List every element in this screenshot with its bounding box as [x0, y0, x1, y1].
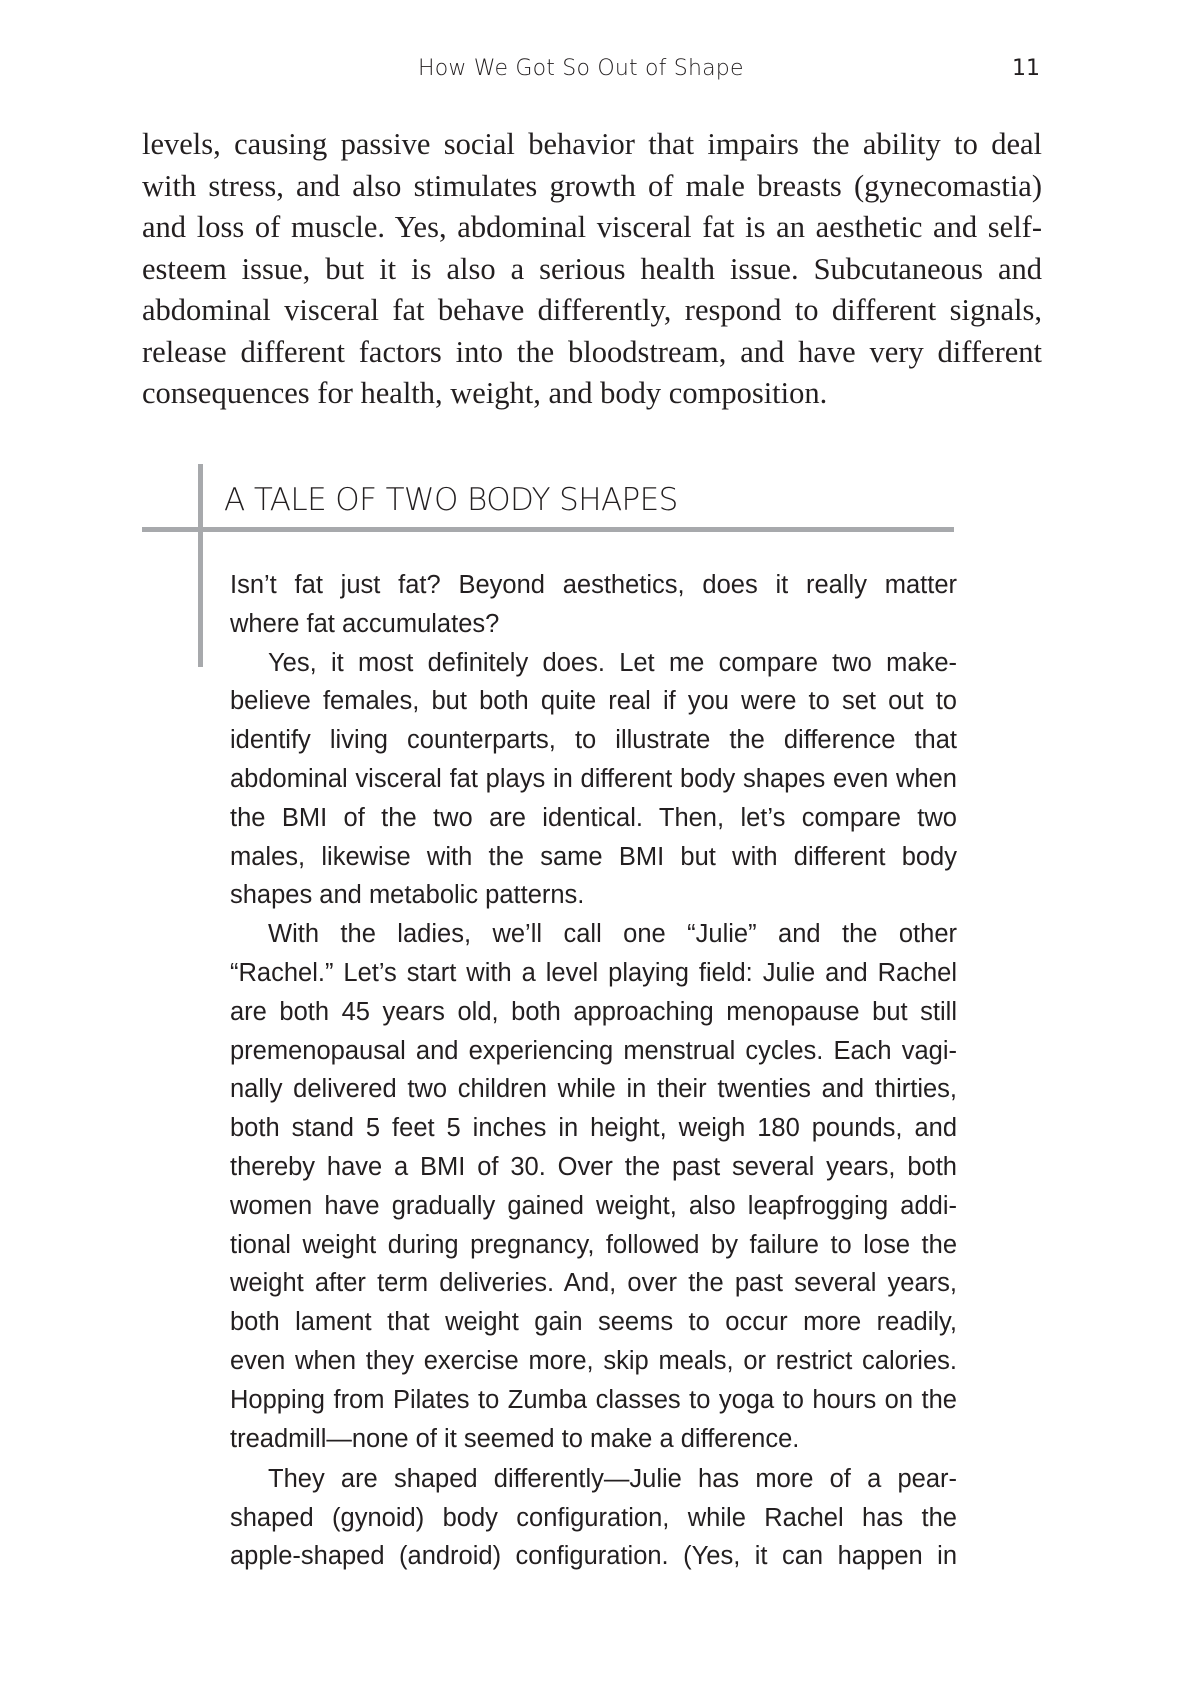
sidebar-line: They are shaped differently—Julie has more of a pear-	[268, 1464, 957, 1493]
sidebar-paragraph	[230, 1460, 957, 1576]
sidebar-line: women have gradually gained weight, also leapfrogging addi-	[230, 1191, 957, 1220]
sidebar-line: Yes, it most definitely does. Let me compare two make-	[268, 648, 957, 677]
sidebar-line: nally delivered two children while in their twenties and thirties,	[230, 1075, 957, 1104]
sidebar-paragraph	[230, 566, 957, 644]
sidebar-line: “Rachel.” Let’s start with a level playing field: Julie and Rachel	[230, 958, 957, 987]
sidebar-line: shaped (gynoid) body configuration, while Rachel has the	[230, 1503, 957, 1532]
sidebar-line: both stand 5 feet 5 inches in height, weigh 180 pounds, and	[230, 1114, 957, 1143]
sidebar-horizontal-rule	[142, 527, 954, 532]
intro-line: and loss of muscle. Yes, abdominal visceral fat is an aesthetic and self-	[142, 210, 1042, 244]
intro-line: consequences for health, weight, and body composition.	[142, 376, 828, 410]
sidebar-line: shapes and metabolic patterns.	[230, 881, 585, 910]
sidebar-title: A TALE OF TWO BODY SHAPES	[224, 482, 678, 518]
sidebar-line: even when they exercise more, skip meals, or restrict calories.	[230, 1346, 957, 1375]
sidebar-line: identify living counterparts, to illustrate the difference that	[230, 726, 957, 755]
sidebar-line: Hopping from Pilates to Zumba classes to yoga to hours on the	[230, 1385, 957, 1414]
intro-paragraph	[142, 124, 1042, 415]
sidebar-line: abdominal visceral fat plays in different body shapes even when	[230, 764, 957, 793]
sidebar-line: treadmill—none of it seemed to make a difference.	[230, 1424, 800, 1453]
intro-line: esteem issue, but it is also a serious health issue. Subcutaneous and	[142, 251, 1042, 286]
running-head: How We Got So Out of Shape	[418, 56, 744, 81]
sidebar-line: weight after term deliveries. And, over the past several years,	[230, 1269, 957, 1298]
sidebar-line: both lament that weight gain seems to occur more readily,	[230, 1308, 957, 1337]
sidebar-line: thereby have a BMI of 30. Over the past several years, both	[230, 1152, 957, 1181]
page-number: 11	[1012, 56, 1040, 81]
sidebar-line: believe females, but both quite real if you were to set out to	[230, 687, 957, 716]
sidebar-line: where fat accumulates?	[230, 609, 500, 638]
intro-line: with stress, and also stimulates growth of male breasts (gynecomastia)	[142, 168, 1042, 203]
sidebar-vertical-rule	[198, 464, 203, 667]
intro-line: abdominal visceral fat behave differently, respond to different signals,	[142, 293, 1042, 327]
sidebar-body	[230, 566, 957, 1576]
sidebar-line: tional weight during pregnancy, followed by failure to lose the	[230, 1230, 957, 1259]
sidebar-line: With the ladies, we’ll call one “Julie” and the other	[268, 920, 957, 949]
intro-line: levels, causing passive social behavior that impairs the ability to deal	[142, 127, 1042, 161]
sidebar-line: premenopausal and experiencing menstrual cycles. Each vagi-	[230, 1036, 957, 1065]
sidebar-line: the BMI of the two are identical. Then, let’s compare two	[230, 803, 957, 832]
intro-line: release different factors into the bloodstream, and have very different	[142, 334, 1042, 369]
sidebar-paragraph	[230, 644, 957, 916]
sidebar-paragraph	[230, 915, 957, 1458]
sidebar-line: apple-shaped (android) configuration. (Yes, it can happen in	[230, 1542, 957, 1571]
sidebar-line: Isn’t fat just fat? Beyond aesthetics, does it really matter	[230, 571, 957, 599]
sidebar-line: are both 45 years old, both approaching menopause but still	[230, 997, 957, 1026]
sidebar-line: males, likewise with the same BMI but with different body	[230, 842, 957, 871]
